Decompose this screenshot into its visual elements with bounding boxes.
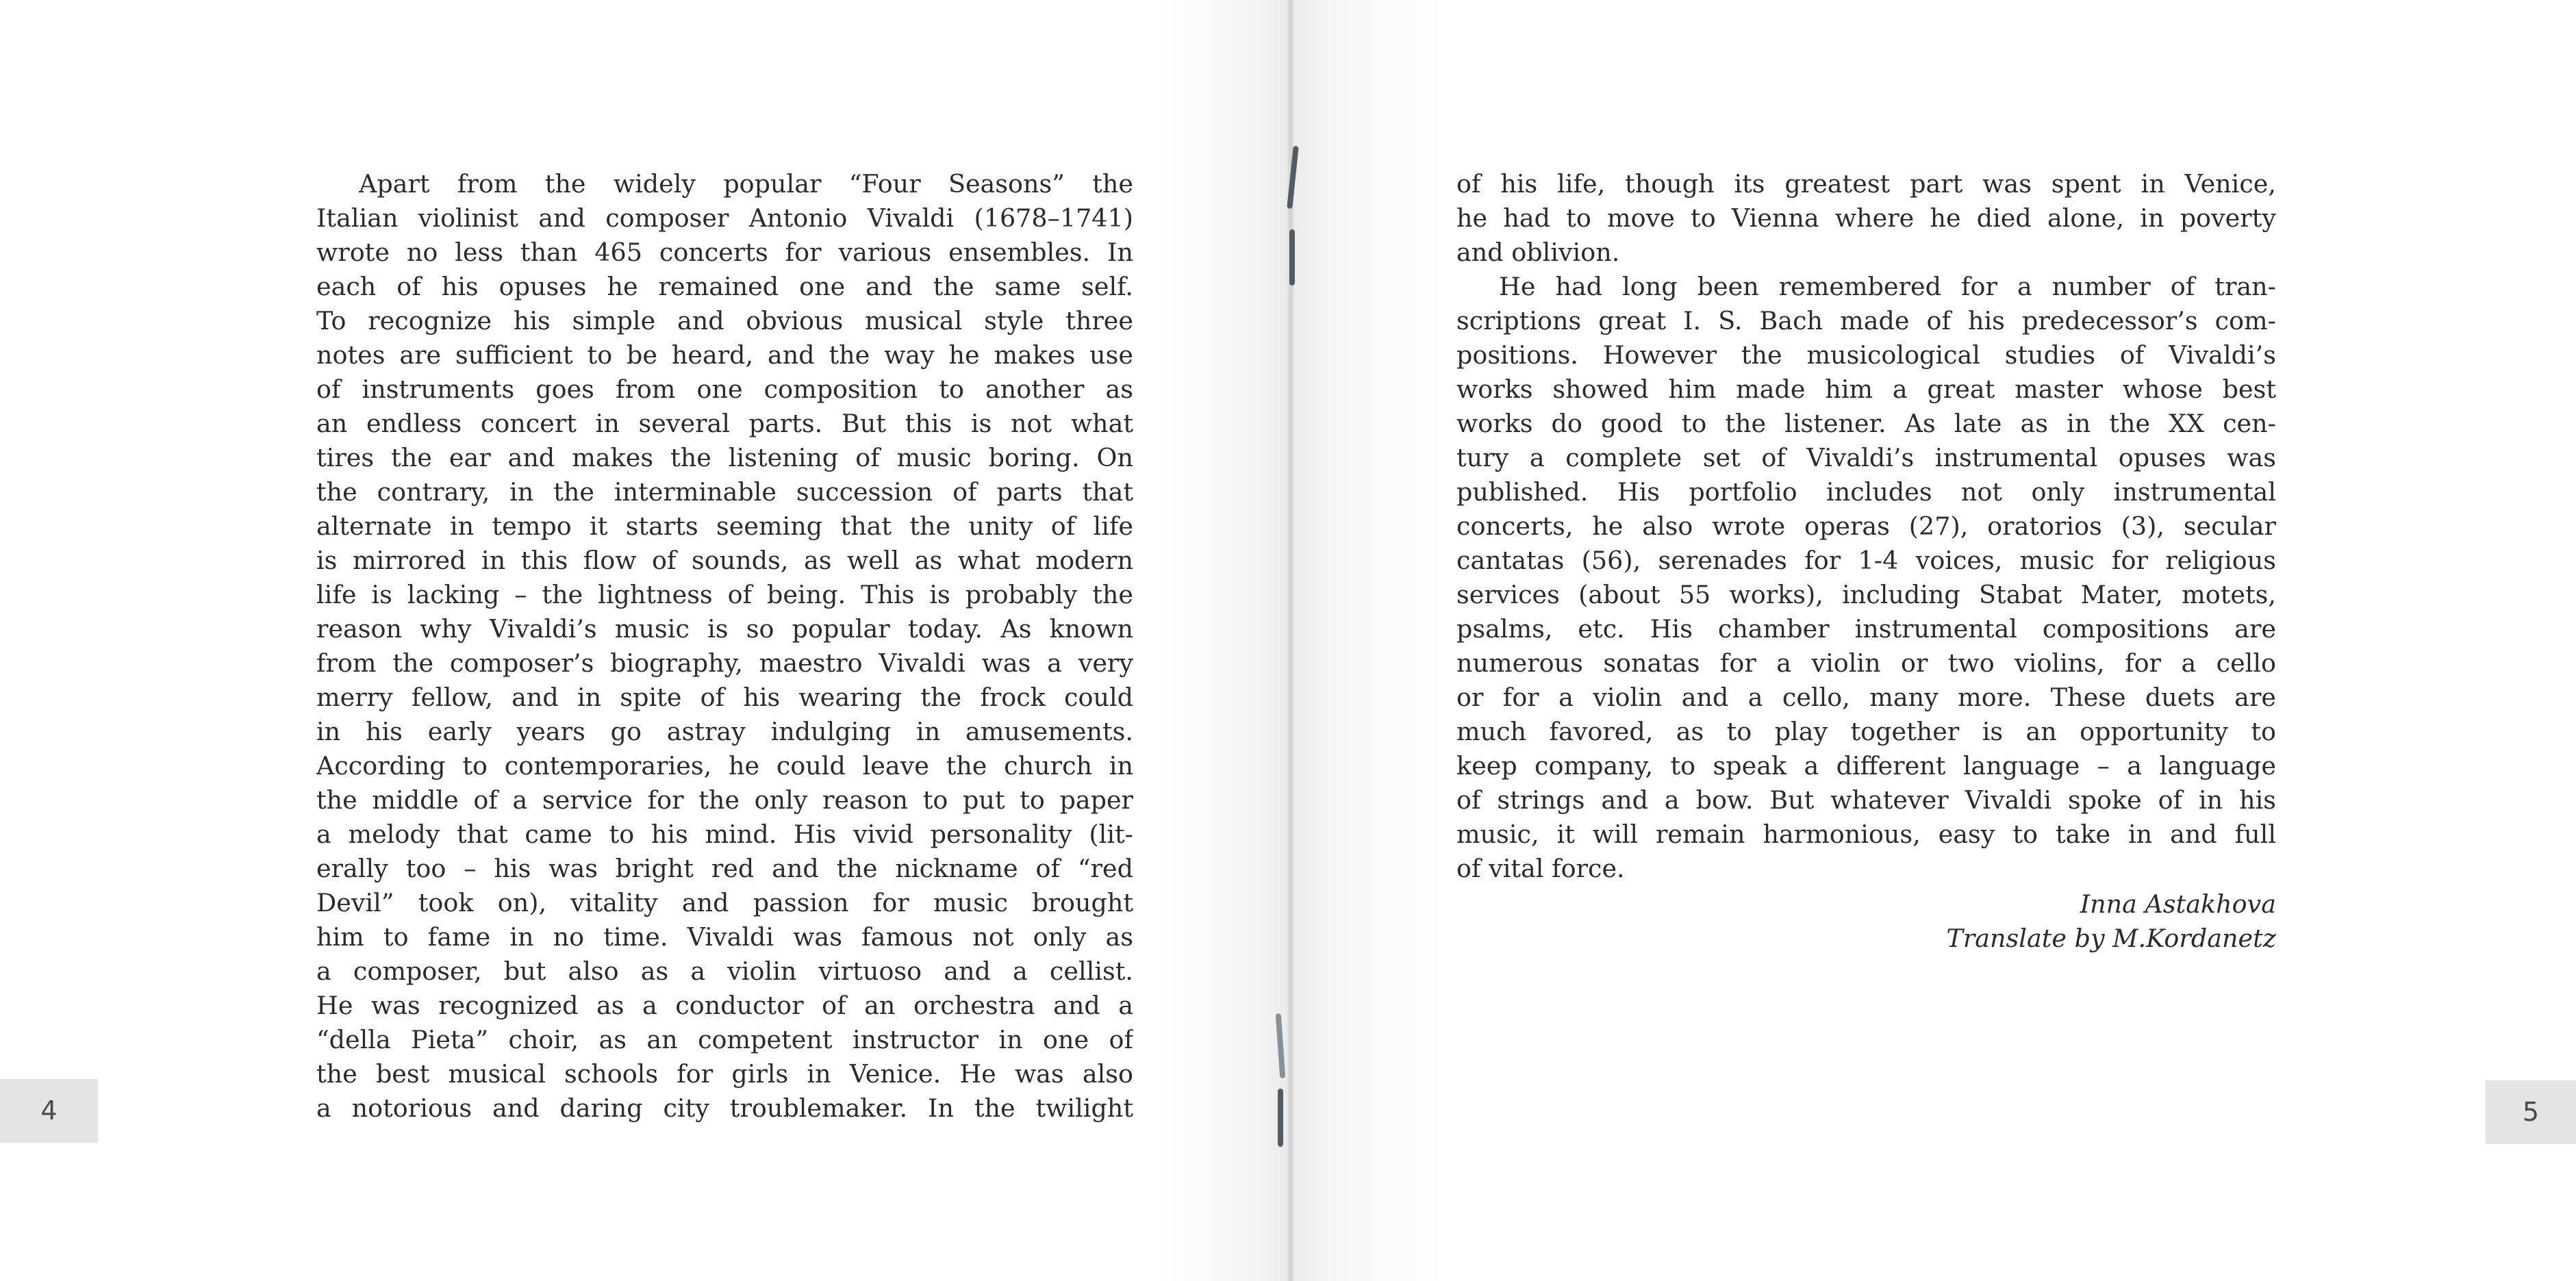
text-line: numerous sonatas for a violin or two violins, for a cello <box>1456 648 2276 678</box>
signature-block <box>1456 887 2276 956</box>
text-line: positions. However the musicological studies of Vivaldi’s <box>1456 340 2276 370</box>
text-line: published. His portfolio includes not only instrumental <box>1456 477 2276 507</box>
text-line: of strings and a bow. But whatever Vivaldi spoke of in his <box>1456 785 2276 815</box>
text-line: in his early years go astray indulging in amusements. <box>316 717 1133 746</box>
page-number-right: 5 <box>2486 1080 2576 1144</box>
text-line: music, it will remain harmonious, easy to take in and full <box>1456 820 2276 849</box>
staple-mark <box>1278 1089 1283 1147</box>
text-line: keep company, to speak a different language – a language <box>1456 751 2276 781</box>
text-line: of instruments goes from one composition to another as <box>316 375 1133 404</box>
text-line: each of his opuses he remained one and the same self. <box>316 272 1133 301</box>
text-line: alternate in tempo it starts seeming that the unity of life <box>316 511 1133 541</box>
text-line: he had to move to Vienna where he died alone, in poverty <box>1456 203 2276 233</box>
text-line: and oblivion. <box>1456 238 1620 267</box>
text-line: life is lacking – the lightness of being. This is probably the <box>316 580 1133 609</box>
text-line: is mirrored in this flow of sounds, as well as what modern <box>316 546 1133 575</box>
text-line: works do good to the listener. As late as in the XX cen- <box>1456 409 2276 438</box>
text-line: Apart from the widely popular “Four Seasons” the <box>359 169 1133 199</box>
text-line: an endless concert in several parts. But this is not what <box>316 409 1133 438</box>
text-line: He was recognized as a conductor of an orchestra and a <box>316 991 1133 1020</box>
left-body-text <box>316 167 1133 1126</box>
text-line: According to contemporaries, he could leave the church in <box>316 751 1133 781</box>
text-line: Devil” took on), vitality and passion for music brought <box>316 888 1133 917</box>
text-line: merry fellow, and in spite of his wearing the frock could <box>316 683 1133 712</box>
text-line: of vital force. <box>1456 854 1625 883</box>
text-line: much favored, as to play together is an opportunity to <box>1456 717 2276 746</box>
text-line: him to fame in no time. Vivaldi was famous not only as <box>316 922 1133 952</box>
text-line: tury a complete set of Vivaldi’s instrumental opuses was <box>1456 443 2276 472</box>
text-line: psalms, etc. His chamber instrumental compositions are <box>1456 614 2276 644</box>
text-line: the best musical schools for girls in Venice. He was also <box>316 1059 1133 1089</box>
text-line: concerts, he also wrote operas (27), oratorios (3), secular <box>1456 511 2276 541</box>
text-line: a composer, but also as a violin virtuoso and a cellist. <box>316 956 1133 986</box>
author-name: Inna Astakhova <box>2080 889 2276 919</box>
text-line: “della Pieta” choir, as an competent instructor in one of <box>316 1025 1133 1054</box>
staple-mark <box>1289 229 1295 286</box>
text-line: reason why Vivaldi’s music is so popular today. As known <box>316 614 1133 644</box>
text-line: To recognize his simple and obvious musical style three <box>316 306 1133 335</box>
text-line: He had long been remembered for a number of tran- <box>1499 272 2276 301</box>
right-body-text <box>1456 167 2276 886</box>
text-line: the middle of a service for the only reason to put to paper <box>316 785 1133 815</box>
page-number-left: 4 <box>0 1079 98 1143</box>
text-line: from the composer’s biography, maestro Vivaldi was a very <box>316 648 1133 678</box>
text-line: wrote no less than 465 concerts for various ensembles. In <box>316 238 1133 267</box>
text-line: works showed him made him a great master whose best <box>1456 375 2276 404</box>
text-line: or for a violin and a cello, many more. These duets are <box>1456 683 2276 712</box>
text-line: scriptions great I. S. Bach made of his predecessor’s com- <box>1456 306 2276 335</box>
text-line: services (about 55 works), including Stabat Mater, motets, <box>1456 580 2276 609</box>
text-line: erally too – his was bright red and the nickname of “red <box>316 854 1133 883</box>
text-line: Italian violinist and composer Antonio Vivaldi (1678–1741) <box>316 203 1133 233</box>
text-line: cantatas (56), serenades for 1-4 voices, music for religious <box>1456 546 2276 575</box>
text-line: a notorious and daring city troublemaker. In the twilight <box>316 1093 1133 1123</box>
text-line: a melody that came to his mind. His vivid personality (lit- <box>316 820 1133 849</box>
text-line: tires the ear and makes the listening of music boring. On <box>316 443 1133 472</box>
text-line: the contrary, in the interminable succession of parts that <box>316 477 1133 507</box>
translator-credit: Translate by M.Kordanetz <box>1946 924 2276 953</box>
text-line: of his life, though its greatest part was spent in Venice, <box>1456 169 2276 199</box>
text-line: notes are sufficient to be heard, and the way he makes use <box>316 340 1133 370</box>
